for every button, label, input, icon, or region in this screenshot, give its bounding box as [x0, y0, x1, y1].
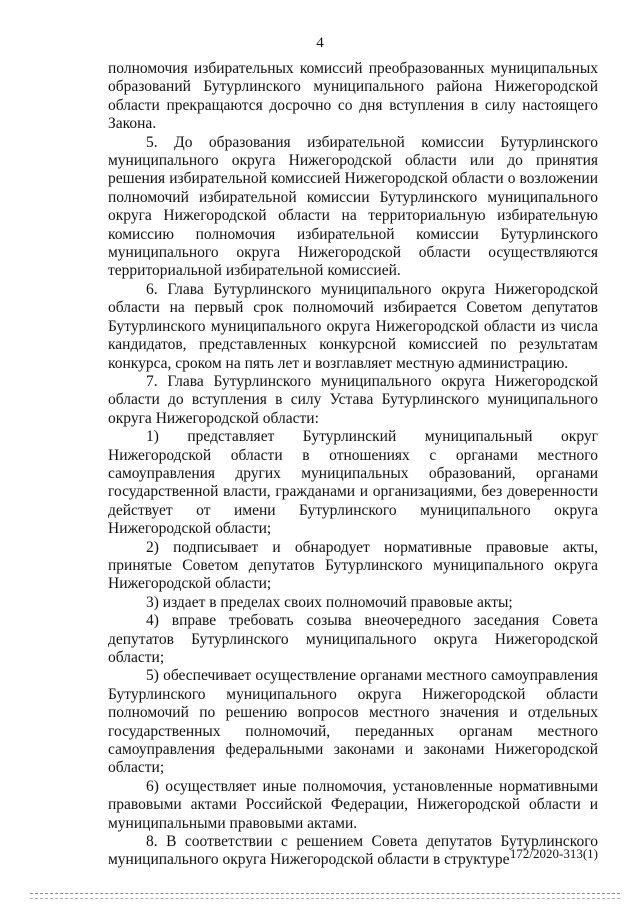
paragraph: 8. В соответствии с решением Совета депутатов Бутурлинского муниципального округа Нижегородской области в структуре [108, 833, 598, 869]
paragraph: 6) осуществляет иные полномочия, установленные нормативными правовыми актами Российской Федерации, Нижегородской области и муниципальными правовыми актами. [108, 777, 598, 832]
paragraph: 3) издает в пределах своих полномочий правовые акты; [146, 593, 513, 611]
paragraph: 5. До образования избирательной комиссии Бутурлинского муниципального округа Нижегородской области или до принятия решения избирательной комиссией Нижегородской области о возложении полномочий избирательной комиссии Бутурлинского муниципального округа Нижегородской области на территориальную избирательную комиссию полномочия избирательной комиссии Бутурлинского муниципального округа Нижегородской области осуществляются территориальной избирательной комиссией. [108, 133, 598, 280]
paragraph: полномочия избирательных комиссий преобразованных муниципальных образований Бутурлинского муниципального района Нижегородской области прекращаются досрочно со дня вступления в силу настоящего Закона. [108, 60, 598, 133]
paragraph: 5) обеспечивает осуществление органами местного самоуправления Бутурлинского муниципального округа Нижегородской области полномочий по решению вопросов местного значения и отдельных государственных полномочий, переданных органам местного самоуправления федеральными законами и законами Нижегородской области; [108, 667, 598, 777]
paragraph: 6. Глава Бутурлинского муниципального округа Нижегородской области на первый срок полномочий избирается Советом депутатов Бутурлинского муниципального округа Нижегородской области из числа кандидатов, представленных конкурсной комиссией по результатам конкурса, сроком на пять лет и возглавляет местную администрацию. [108, 280, 598, 372]
document-body [108, 60, 598, 870]
scan-footer-line [30, 898, 620, 900]
paragraph: 4) вправе требовать созыва внеочередного заседания Совета депутатов Бутурлинского муниципального округа Нижегородской области; [108, 612, 598, 666]
scan-footer-line [30, 893, 620, 895]
page-number: 4 [316, 35, 324, 51]
paragraph: 1) представляет Бутурлинский муниципальный округ Нижегородской области в отношениях с органами местного самоуправления других муниципальных образований, органами государственной власти, гражданами и организациями, без доверенности действует от имени Бутурлинского муниципального округа Нижегородской области; [108, 428, 598, 538]
paragraph: 7. Глава Бутурлинского муниципального округа Нижегородской области до вступления в силу Устава Бутурлинского муниципального округа Нижегородской области: [108, 372, 598, 427]
paragraph: 2) подписывает и обнародует нормативные правовые акты, принятые Советом депутатов Бутурлинского муниципального округа Нижегородской области; [108, 538, 598, 593]
document-code: 172/2020-313(1) [509, 846, 598, 861]
